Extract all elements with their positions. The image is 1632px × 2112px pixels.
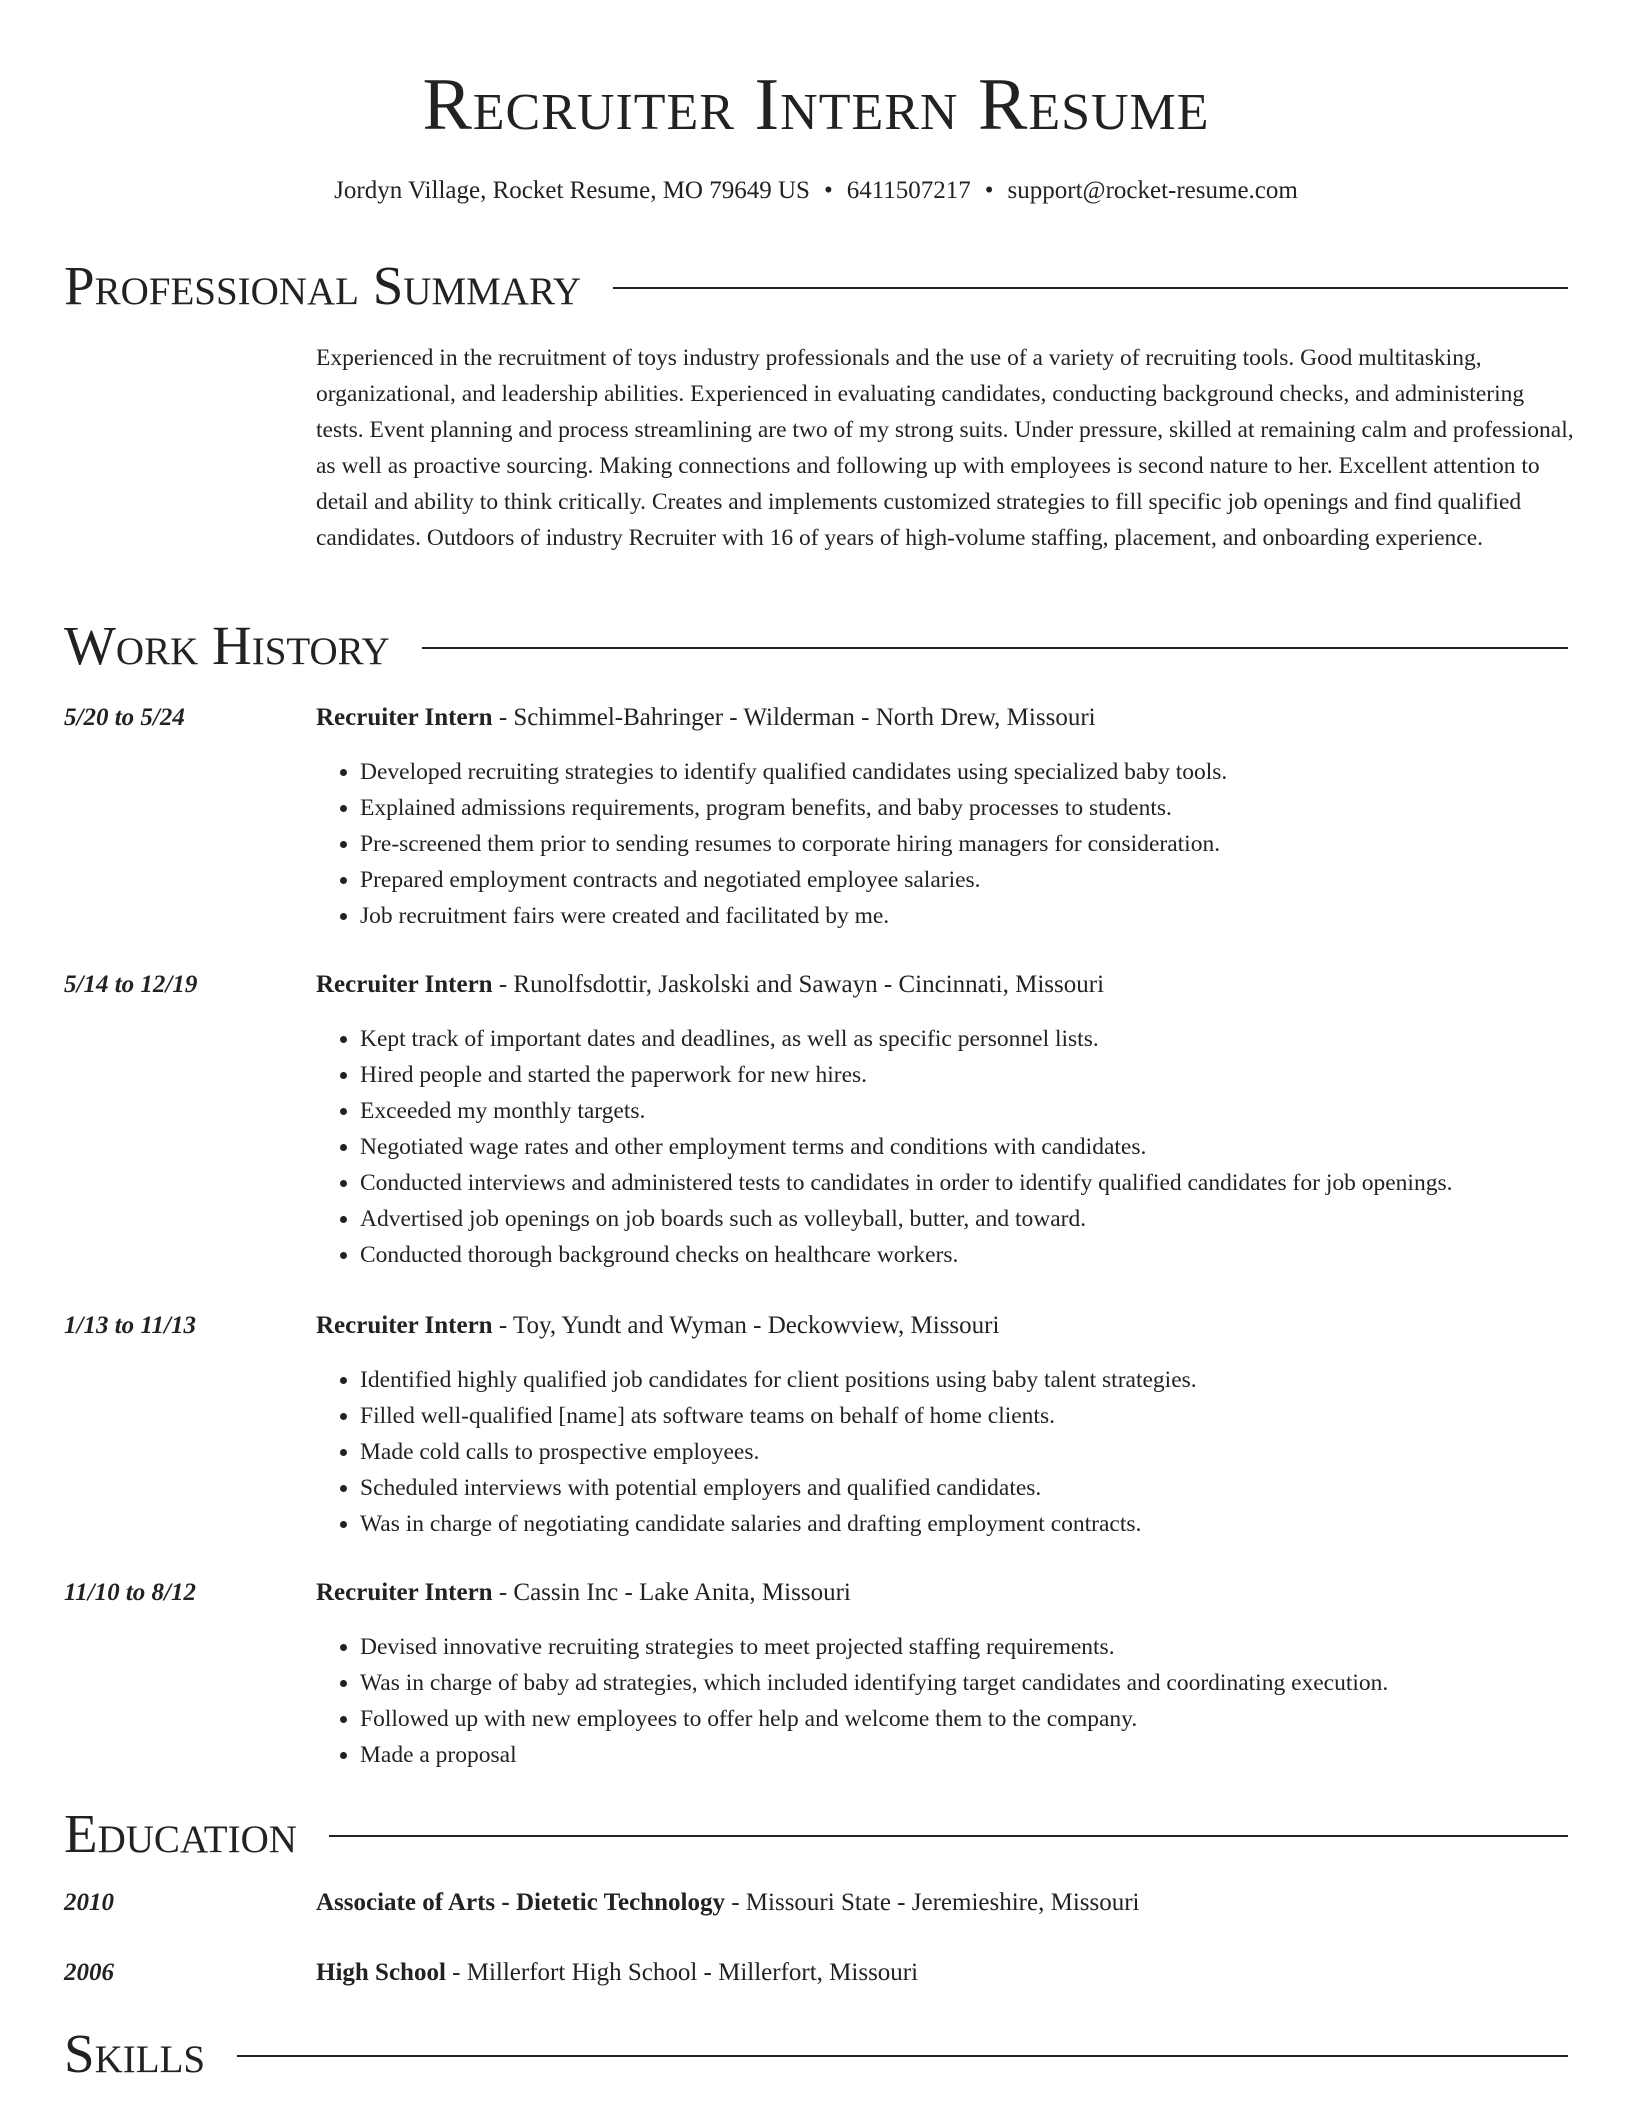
education-headline [316,1886,1140,1920]
resume-title: Recruiter Intern Resume [422,64,1210,146]
bullet-item: • Prepared employment contracts and negotiated employee salaries. [360,862,1227,898]
work-headline [316,1576,851,1610]
bullet-item: • Advertised job openings on job boards such as volleyball, butter, and toward. [360,1201,1452,1237]
section-header-education [64,1802,1568,1866]
bullet-item: • Pre-screened them prior to sending resumes to corporate hiring managers for consideration. [360,826,1227,862]
bullet-item: • Devised innovative recruiting strategies to meet projected staffing requirements. [360,1629,1388,1665]
bullet-item: • Developed recruiting strategies to identify qualified candidates using specialized baby tools. [360,754,1227,790]
work-date: 11/10 to 8/12 [64,1579,196,1606]
degree: High School [316,1959,446,1986]
section-divider [329,1835,1568,1837]
bullet-item: • Made cold calls to prospective employees. [360,1434,1197,1470]
bullet-item: • Made a proposal [360,1737,1388,1773]
work-headline [316,701,1096,735]
section-header-summary [64,254,1568,318]
job-details: - Cassin Inc - Lake Anita, Missouri [492,1579,851,1606]
job-title: Recruiter Intern [316,1579,493,1606]
bullet-item: • Kept track of important dates and deadlines, as well as specific personnel lists. [360,1021,1452,1057]
education-headline [316,1956,918,1990]
bullet-item: • Was in charge of baby ad strategies, which included identifying target candidates and coordinating execution. [360,1665,1388,1701]
education-year: 2010 [64,1889,114,1916]
work-bullets [316,1021,1452,1273]
bullet-item: • Identified highly qualified job candidates for client positions using baby talent strategies. [360,1362,1197,1398]
job-details: - Runolfsdottir, Jaskolski and Sawayn - Cincinnati, Missouri [492,971,1105,998]
section-header-work-history [64,614,1568,678]
bullet-item: • Negotiated wage rates and other employment terms and conditions with candidates. [360,1129,1452,1165]
degree: Associate of Arts - Dietetic Technology [316,1889,725,1916]
bullet-item: • Scheduled interviews with potential employers and qualified candidates. [360,1470,1197,1506]
job-title: Recruiter Intern [316,704,493,731]
section-divider [422,647,1568,649]
job-details: - Toy, Yundt and Wyman - Deckowview, Missouri [492,1312,1000,1339]
section-title: Skills [64,2023,206,2084]
summary-text: Experienced in the recruitment of toys industry professionals and the use of a variety of recruiting tools. Good multitasking, organizational, and leadership abilities. Experienced in evaluating candidates, conducting background checks, and administering tests. Event planning and process streamlining are two of my strong suits. Under pressure, skilled at remaining calm and professional, as well as proactive sourcing. Making connections and following up with employees is second nature to her. Excellent attention to detail and ability to think critically. Creates and implements customized strategies to fill specific job openings and find qualified candidates. Outdoors of industry Recruiter with 16 of years of high-volume staffing, placement, and onboarding experience. [316,345,1574,551]
bullet-item: • Followed up with new employees to offer help and welcome them to the company. [360,1701,1388,1737]
contact-line [0,176,1632,206]
section-title: Education [64,1803,297,1864]
contact-email: support@rocket-resume.com [1007,177,1298,204]
bullet-item: • Job recruitment fairs were created and facilitated by me. [360,898,1227,934]
work-date: 5/20 to 5/24 [64,704,185,731]
work-bullets [316,754,1227,934]
section-divider [237,2055,1568,2057]
work-headline [316,1309,999,1343]
job-details: - Schimmel-Bahringer - Wilderman - North Drew, Missouri [492,704,1096,731]
section-title: Professional Summary [64,255,582,316]
section-title: Work History [64,615,390,676]
work-date: 5/14 to 12/19 [64,971,198,998]
work-bullets [316,1629,1388,1773]
job-title: Recruiter Intern [316,1312,493,1339]
education-details: - Missouri State - Jeremieshire, Missouri [724,1889,1140,1916]
section-header-skills [64,2022,1568,2086]
contact-phone: 6411507217 [846,177,971,204]
bullet-item: • Was in charge of negotiating candidate salaries and drafting employment contracts. [360,1506,1197,1542]
job-title: Recruiter Intern [316,971,493,998]
work-date: 1/13 to 11/13 [64,1312,196,1339]
work-bullets [316,1362,1197,1542]
bullet-item: • Conducted interviews and administered tests to candidates in order to identify qualified candidates for job openings. [360,1165,1452,1201]
bullet-item: • Explained admissions requirements, program benefits, and baby processes to students. [360,790,1227,826]
section-divider [613,287,1568,289]
bullet-item: • Exceeded my monthly targets. [360,1093,1452,1129]
bullet-item: • Conducted thorough background checks on healthcare workers. [360,1237,1452,1273]
bullet-item: • Hired people and started the paperwork for new hires. [360,1057,1452,1093]
bullet-item: • Filled well-qualified [name] ats software teams on behalf of home clients. [360,1398,1197,1434]
contact-address: Jordyn Village, Rocket Resume, MO 79649 US [334,177,810,204]
education-year: 2006 [64,1959,114,1986]
contact-separator: • [823,177,833,204]
contact-separator: • [984,177,994,204]
work-headline [316,968,1104,1002]
education-details: - Millerfort High School - Millerfort, Missouri [445,1959,919,1986]
